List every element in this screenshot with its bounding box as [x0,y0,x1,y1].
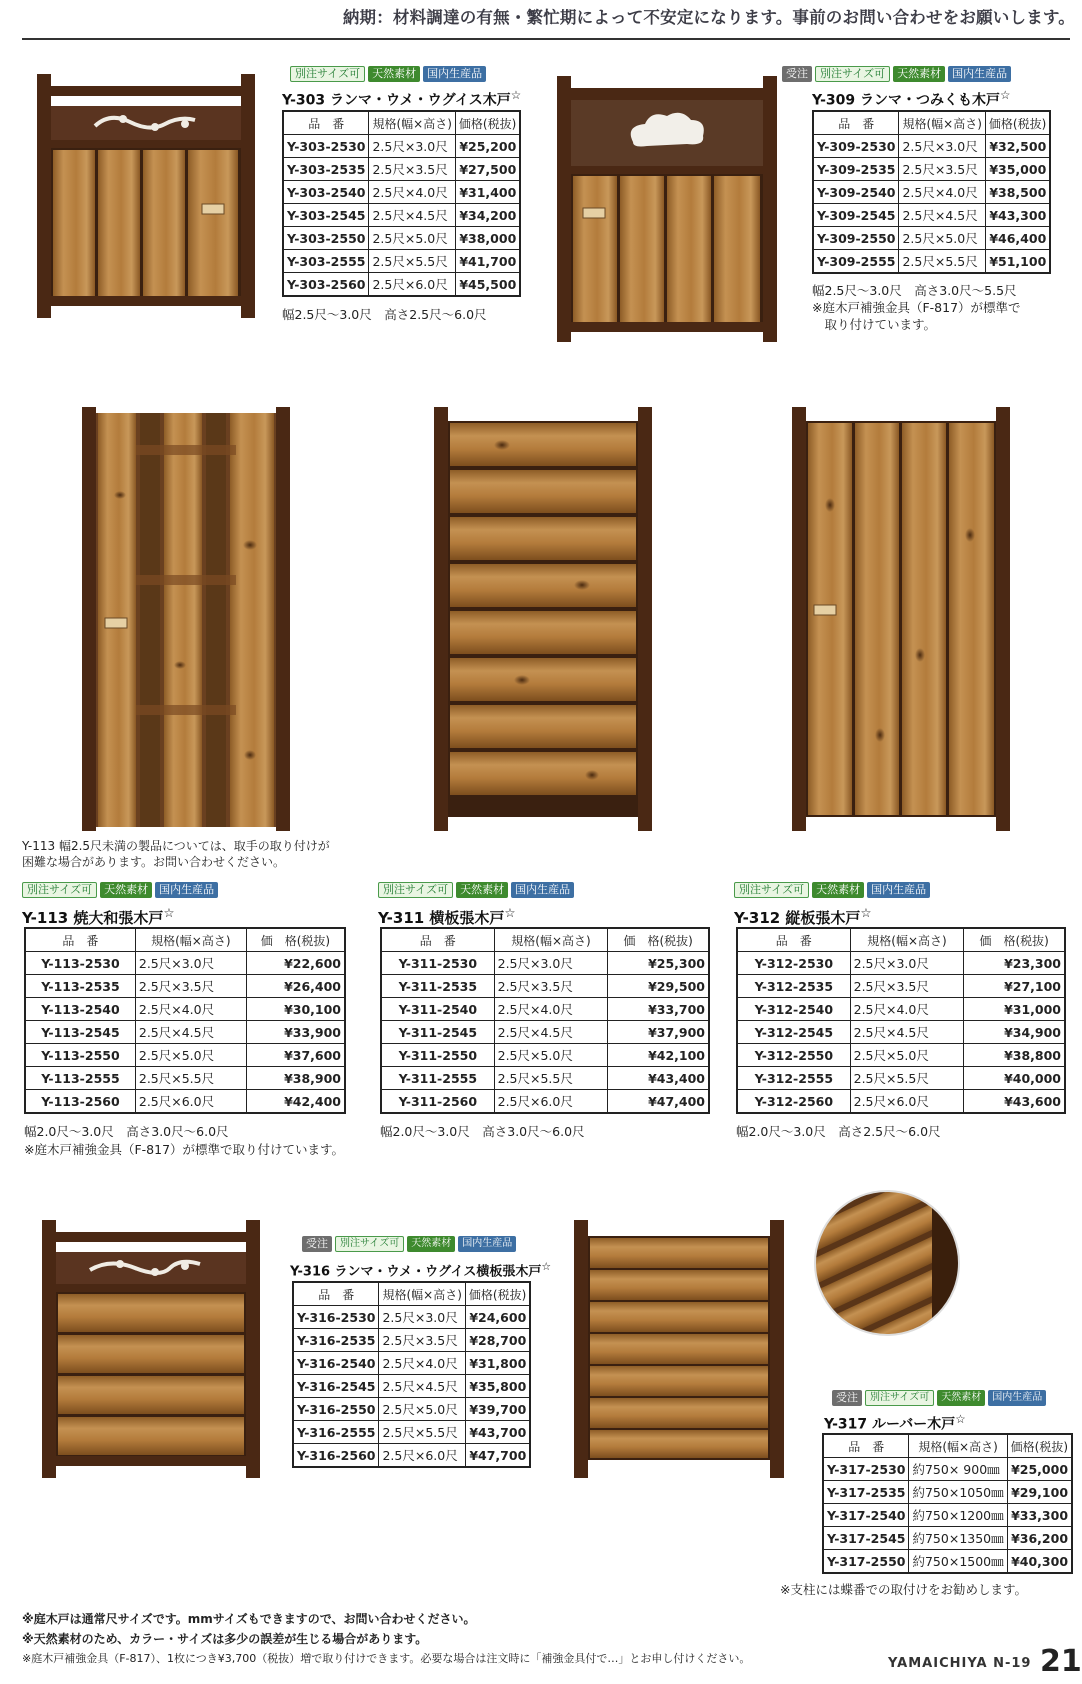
table-cell: Y-303-2535 [283,158,369,181]
y113-gate-photo [80,405,295,833]
natural-material-badge: 天然素材 [368,66,420,82]
custom-size-badge: 別注サイズ可 [865,1390,934,1406]
table-cell: 2.5尺×5.5尺 [379,1421,465,1444]
table-cell: Y-312-2555 [737,1067,850,1090]
table-row [283,204,520,227]
header-divider [22,38,1070,40]
y317-title: Y-317 ルーバー木戸☆ [824,1412,966,1433]
table-row [813,250,1050,274]
y309-fitting-note: ※庭木戸補強金具（F-817）が標準で [812,300,1021,315]
table-cell: 2.5尺×5.0尺 [899,227,985,250]
table-row [813,158,1050,181]
y316-badges [302,1236,516,1252]
table-header-cell: 価 格(税抜) [608,928,709,952]
table-cell: 2.5尺×5.0尺 [379,1398,465,1421]
table-cell: 2.5尺×6.0尺 [369,273,455,297]
domestic-product-badge: 国内生産品 [458,1236,516,1252]
table-cell: 2.5尺×4.0尺 [135,998,246,1021]
y309-size-note: 幅2.5尺～3.0尺 高さ3.0尺～5.5尺 [812,283,1017,298]
table-cell: Y-311-2550 [381,1044,494,1067]
table-cell: Y-317-2540 [823,1504,909,1527]
table-cell: Y-316-2560 [293,1444,379,1468]
table-cell: Y-309-2555 [813,250,899,274]
y113-handle-note-cont: 困難な場合があります。お問い合わせください。 [22,855,286,869]
y303-title: Y-303 ランマ・ウメ・ウグイス木戸☆ [282,88,522,109]
table-row [283,273,520,297]
table-cell: 2.5尺×3.0尺 [369,135,455,158]
table-cell: ¥38,900 [246,1067,345,1090]
table-cell: 2.5尺×3.5尺 [369,158,455,181]
table-cell: 2.5尺×5.5尺 [899,250,985,274]
table-cell: ¥23,300 [964,952,1065,975]
table-header-cell: 価格(税抜) [455,111,520,135]
table-row [25,952,345,975]
table-cell: Y-317-2535 [823,1481,909,1504]
y316-gate-photo [40,1218,262,1480]
y113-fitting-note: ※庭木戸補強金具（F-817）が標準で取り付けています。 [24,1142,345,1157]
table-header-cell: 品 番 [25,928,135,952]
y311-gate-photo [432,405,654,833]
table-row [737,1067,1065,1090]
table-cell: ¥27,500 [455,158,520,181]
custom-size-badge: 別注サイズ可 [290,66,365,82]
table-cell: ¥33,900 [246,1021,345,1044]
custom-size-badge: 別注サイズ可 [815,66,890,82]
table-cell: 2.5尺×5.5尺 [135,1067,246,1090]
table-cell: ¥28,700 [465,1329,530,1352]
table-cell: ¥25,300 [608,952,709,975]
table-cell: 2.5尺×3.0尺 [899,135,985,158]
table-cell: ¥47,400 [608,1090,709,1114]
y317-price-table [822,1433,1073,1574]
table-row [293,1398,530,1421]
table-cell: 2.5尺×4.0尺 [369,181,455,204]
table-row [737,975,1065,998]
table-cell: Y-317-2530 [823,1458,909,1481]
table-cell: 2.5尺×5.0尺 [369,227,455,250]
table-row [293,1444,530,1468]
table-cell: ¥35,000 [985,158,1050,181]
table-cell: Y-311-2535 [381,975,494,998]
table-cell: Y-113-2560 [25,1090,135,1114]
custom-size-badge: 別注サイズ可 [22,882,97,898]
table-cell: ¥36,200 [1007,1527,1072,1550]
table-cell: ¥27,100 [964,975,1065,998]
table-header-cell: 規格(幅×高さ) [909,1434,1007,1458]
order-badge: 受注 [302,1236,332,1252]
table-cell: ¥43,300 [985,204,1050,227]
table-cell: Y-311-2540 [381,998,494,1021]
table-cell: Y-312-2545 [737,1021,850,1044]
table-header-cell: 規格(幅×高さ) [850,928,964,952]
domestic-product-badge: 国内生産品 [988,1390,1046,1406]
table-cell: Y-309-2540 [813,181,899,204]
table-cell: 2.5尺×5.5尺 [850,1067,964,1090]
table-row [293,1329,530,1352]
natural-material-badge: 天然素材 [407,1236,455,1252]
table-row [381,1044,709,1067]
table-header-cell: 品 番 [283,111,369,135]
table-cell: 2.5尺×3.0尺 [494,952,608,975]
table-cell: 2.5尺×6.0尺 [494,1090,608,1114]
table-header-cell: 規格(幅×高さ) [899,111,985,135]
table-cell: 2.5尺×6.0尺 [135,1090,246,1114]
y303-badges [290,66,486,82]
table-row [283,135,520,158]
table-cell: Y-311-2545 [381,1021,494,1044]
table-cell: ¥51,100 [985,250,1050,274]
table-row [737,1021,1065,1044]
table-cell: 2.5尺×5.0尺 [494,1044,608,1067]
table-cell: 2.5尺×4.0尺 [899,181,985,204]
y311-badges [378,882,574,898]
table-cell: 2.5尺×3.0尺 [379,1306,465,1329]
table-cell: 約750×1350㎜ [909,1527,1007,1550]
y311-price-table [380,927,710,1114]
table-cell: ¥40,000 [964,1067,1065,1090]
table-cell: 2.5尺×3.0尺 [850,952,964,975]
table-cell: Y-309-2535 [813,158,899,181]
table-header-row [25,928,345,952]
domestic-product-badge: 国内生産品 [423,66,486,82]
table-cell: 2.5尺×3.5尺 [899,158,985,181]
order-badge: 受注 [782,66,812,82]
table-cell: ¥31,000 [964,998,1065,1021]
table-cell: ¥34,900 [964,1021,1065,1044]
table-cell: Y-312-2550 [737,1044,850,1067]
table-row [823,1504,1072,1527]
table-cell: 2.5尺×6.0尺 [379,1444,465,1468]
table-cell: ¥31,800 [465,1352,530,1375]
table-header-cell: 品 番 [813,111,899,135]
table-row [813,204,1050,227]
natural-material-badge: 天然素材 [100,882,152,898]
table-cell: Y-113-2540 [25,998,135,1021]
table-cell: Y-303-2555 [283,250,369,273]
table-cell: ¥35,800 [465,1375,530,1398]
table-row [381,975,709,998]
custom-size-badge: 別注サイズ可 [335,1236,404,1252]
footer-note-material: ※天然素材のため、カラー・サイズは多少の誤差が生じる場合があります。 [22,1632,428,1646]
table-row [381,1067,709,1090]
y113-size-note: 幅2.0尺～3.0尺 高さ3.0尺～6.0尺 [24,1124,229,1139]
table-header-cell: 価 格(税抜) [246,928,345,952]
table-row [283,158,520,181]
table-cell: ¥43,600 [964,1090,1065,1114]
domestic-product-badge: 国内生産品 [867,882,930,898]
table-cell: ¥33,700 [608,998,709,1021]
table-cell: Y-316-2530 [293,1306,379,1329]
domestic-product-badge: 国内生産品 [155,882,218,898]
table-cell: Y-316-2555 [293,1421,379,1444]
table-cell: Y-113-2550 [25,1044,135,1067]
table-cell: Y-303-2545 [283,204,369,227]
table-header-row [823,1434,1072,1458]
y303-gate-photo [35,72,257,320]
table-row [283,181,520,204]
table-cell: 2.5尺×4.0尺 [850,998,964,1021]
table-cell: ¥42,100 [608,1044,709,1067]
y311-title: Y-311 横板張木戸☆ [378,905,516,927]
table-row [293,1352,530,1375]
table-row [823,1458,1072,1481]
table-cell: ¥39,700 [465,1398,530,1421]
table-header-cell: 規格(幅×高さ) [494,928,608,952]
table-cell: ¥29,500 [608,975,709,998]
table-cell: 2.5尺×4.5尺 [494,1021,608,1044]
table-row [813,227,1050,250]
y303-size-note: 幅2.5尺～3.0尺 高さ2.5尺～6.0尺 [282,307,487,322]
table-cell: ¥30,100 [246,998,345,1021]
y312-title: Y-312 縦板張木戸☆ [734,905,872,927]
table-cell: Y-312-2535 [737,975,850,998]
table-row [737,952,1065,975]
table-cell: Y-316-2540 [293,1352,379,1375]
table-cell: 2.5尺×3.5尺 [135,975,246,998]
table-cell: Y-316-2535 [293,1329,379,1352]
table-header-row [813,111,1050,135]
table-row [293,1421,530,1444]
table-row [823,1527,1072,1550]
custom-size-badge: 別注サイズ可 [734,882,809,898]
y312-size-note: 幅2.0尺～3.0尺 高さ2.5尺～6.0尺 [736,1124,941,1139]
table-cell: ¥38,500 [985,181,1050,204]
table-cell: 2.5尺×5.5尺 [369,250,455,273]
y113-handle-note: Y-113 幅2.5尺未満の製品については、取手の取り付けが [22,839,330,853]
delivery-notice: 納期：材料調達の有無・繁忙期によって不安定になります。事前のお問い合わせをお願いします。 [342,8,1075,27]
y303-price-table [282,110,521,297]
table-cell: Y-317-2550 [823,1550,909,1574]
y312-gate-photo [790,405,1012,833]
table-cell: Y-312-2540 [737,998,850,1021]
table-header-cell: 品 番 [737,928,850,952]
domestic-product-badge: 国内生産品 [948,66,1011,82]
y309-price-table [812,110,1051,274]
table-cell: 約750×1500㎜ [909,1550,1007,1574]
table-cell: 2.5尺×4.5尺 [899,204,985,227]
table-cell: ¥29,100 [1007,1481,1072,1504]
y113-title: Y-113 焼大和張木戸☆ [22,905,175,927]
y312-badges [734,882,930,898]
table-header-row [737,928,1065,952]
table-row [737,1090,1065,1114]
table-cell: Y-312-2560 [737,1090,850,1114]
y317-gate-photo [572,1218,787,1480]
table-row [25,1044,345,1067]
table-cell: ¥37,900 [608,1021,709,1044]
table-cell: 2.5尺×4.5尺 [369,204,455,227]
table-row [381,998,709,1021]
table-cell: ¥22,600 [246,952,345,975]
table-row [293,1375,530,1398]
table-row [25,1090,345,1114]
table-header-cell: 規格(幅×高さ) [135,928,246,952]
table-header-cell: 品 番 [381,928,494,952]
table-row [823,1481,1072,1504]
table-row [381,1090,709,1114]
table-header-cell: 価格(税抜) [1007,1434,1072,1458]
y316-title: Y-316 ランマ・ウメ・ウグイス横板張木戸☆ [290,1260,552,1280]
table-cell: ¥45,500 [455,273,520,297]
table-cell: 2.5尺×5.0尺 [135,1044,246,1067]
table-cell: ¥41,700 [455,250,520,273]
table-row [25,975,345,998]
table-cell: Y-113-2545 [25,1021,135,1044]
natural-material-badge: 天然素材 [893,66,945,82]
table-cell: Y-309-2530 [813,135,899,158]
table-cell: ¥38,000 [455,227,520,250]
table-cell: 2.5尺×3.0尺 [135,952,246,975]
natural-material-badge: 天然素材 [937,1390,985,1406]
table-header-cell: 品 番 [293,1282,379,1306]
table-row [823,1550,1072,1574]
table-row [813,135,1050,158]
table-cell: ¥33,300 [1007,1504,1072,1527]
table-cell: 約750×1200㎜ [909,1504,1007,1527]
y309-title: Y-309 ランマ・つみくも木戸☆ [812,88,1011,109]
table-row [283,250,520,273]
table-row [813,181,1050,204]
table-cell: Y-303-2540 [283,181,369,204]
table-header-cell: 品 番 [823,1434,909,1458]
table-cell: ¥32,500 [985,135,1050,158]
y309-gate-photo [555,74,780,344]
table-cell: Y-311-2530 [381,952,494,975]
table-cell: Y-113-2555 [25,1067,135,1090]
table-cell: 2.5尺×4.5尺 [379,1375,465,1398]
domestic-product-badge: 国内生産品 [511,882,574,898]
table-cell: ¥31,400 [455,181,520,204]
table-header-row [283,111,520,135]
table-header-row [381,928,709,952]
y312-price-table [736,927,1066,1114]
table-cell: 2.5尺×4.5尺 [850,1021,964,1044]
table-cell: 2.5尺×3.5尺 [494,975,608,998]
table-cell: 2.5尺×3.5尺 [850,975,964,998]
table-header-cell: 価 格(税抜) [964,928,1065,952]
natural-material-badge: 天然素材 [812,882,864,898]
table-row [25,998,345,1021]
table-cell: Y-311-2555 [381,1067,494,1090]
table-cell: ¥25,000 [1007,1458,1072,1481]
page-number: 21 [1040,1644,1082,1679]
table-row [737,1044,1065,1067]
table-cell: Y-311-2560 [381,1090,494,1114]
table-row [293,1306,530,1329]
y309-badges [782,66,1011,82]
y317-louver-closeup [812,1188,962,1338]
y311-size-note: 幅2.0尺～3.0尺 高さ3.0尺～6.0尺 [380,1124,585,1139]
custom-size-badge: 別注サイズ可 [378,882,453,898]
table-cell: ¥42,400 [246,1090,345,1114]
table-header-cell: 規格(幅×高さ) [379,1282,465,1306]
table-row [25,1067,345,1090]
table-cell: ¥46,400 [985,227,1050,250]
table-cell: 約750×1050㎜ [909,1481,1007,1504]
table-cell: 2.5尺×4.0尺 [379,1352,465,1375]
table-cell: ¥43,400 [608,1067,709,1090]
table-header-cell: 規格(幅×高さ) [369,111,455,135]
brand-label: YAMAICHIYA N-19 [888,1656,1032,1671]
table-row [283,227,520,250]
table-cell: Y-113-2530 [25,952,135,975]
table-cell: Y-303-2530 [283,135,369,158]
table-cell: 2.5尺×5.5尺 [494,1067,608,1090]
y317-hinge-note: ※支柱には蝶番での取付けをお勧めします。 [780,1582,1027,1597]
footer-note-size: ※庭木戸は通常尺サイズです。mmサイズもできますので、お問い合わせください。 [22,1612,476,1626]
table-cell: Y-309-2550 [813,227,899,250]
table-cell: ¥37,600 [246,1044,345,1067]
table-cell: 2.5尺×4.0尺 [494,998,608,1021]
table-cell: 約750× 900㎜ [909,1458,1007,1481]
table-cell: ¥38,800 [964,1044,1065,1067]
natural-material-badge: 天然素材 [456,882,508,898]
table-cell: Y-113-2535 [25,975,135,998]
table-cell: ¥43,700 [465,1421,530,1444]
order-badge: 受注 [832,1390,862,1406]
footer-note-fitting: ※庭木戸補強金具（F-817）、1枚につき¥3,700（税抜）増で取り付けできます。必要な場合は注文時に「補強金具付で…」とお申し付けください。 [22,1652,751,1665]
table-cell: 2.5尺×3.5尺 [379,1329,465,1352]
y309-fitting-note-cont: 取り付けています。 [812,317,937,332]
table-row [381,1021,709,1044]
table-cell: 2.5尺×4.5尺 [135,1021,246,1044]
table-header-cell: 価格(税抜) [985,111,1050,135]
table-cell: 2.5尺×5.0尺 [850,1044,964,1067]
table-cell: ¥25,200 [455,135,520,158]
table-cell: Y-309-2545 [813,204,899,227]
table-cell: ¥24,600 [465,1306,530,1329]
y316-price-table [292,1281,531,1468]
table-cell: Y-303-2550 [283,227,369,250]
table-cell: ¥40,300 [1007,1550,1072,1574]
table-row [25,1021,345,1044]
table-header-cell: 価格(税抜) [465,1282,530,1306]
table-cell: 2.5尺×6.0尺 [850,1090,964,1114]
table-header-row [293,1282,530,1306]
table-row [737,998,1065,1021]
table-cell: Y-312-2530 [737,952,850,975]
table-cell: Y-303-2560 [283,273,369,297]
table-cell: Y-317-2545 [823,1527,909,1550]
table-cell: ¥47,700 [465,1444,530,1468]
y113-price-table [24,927,346,1114]
table-cell: Y-316-2545 [293,1375,379,1398]
table-cell: ¥26,400 [246,975,345,998]
table-cell: ¥34,200 [455,204,520,227]
y113-badges [22,882,218,898]
y317-badges [832,1390,1046,1406]
table-cell: Y-316-2550 [293,1398,379,1421]
table-row [381,952,709,975]
